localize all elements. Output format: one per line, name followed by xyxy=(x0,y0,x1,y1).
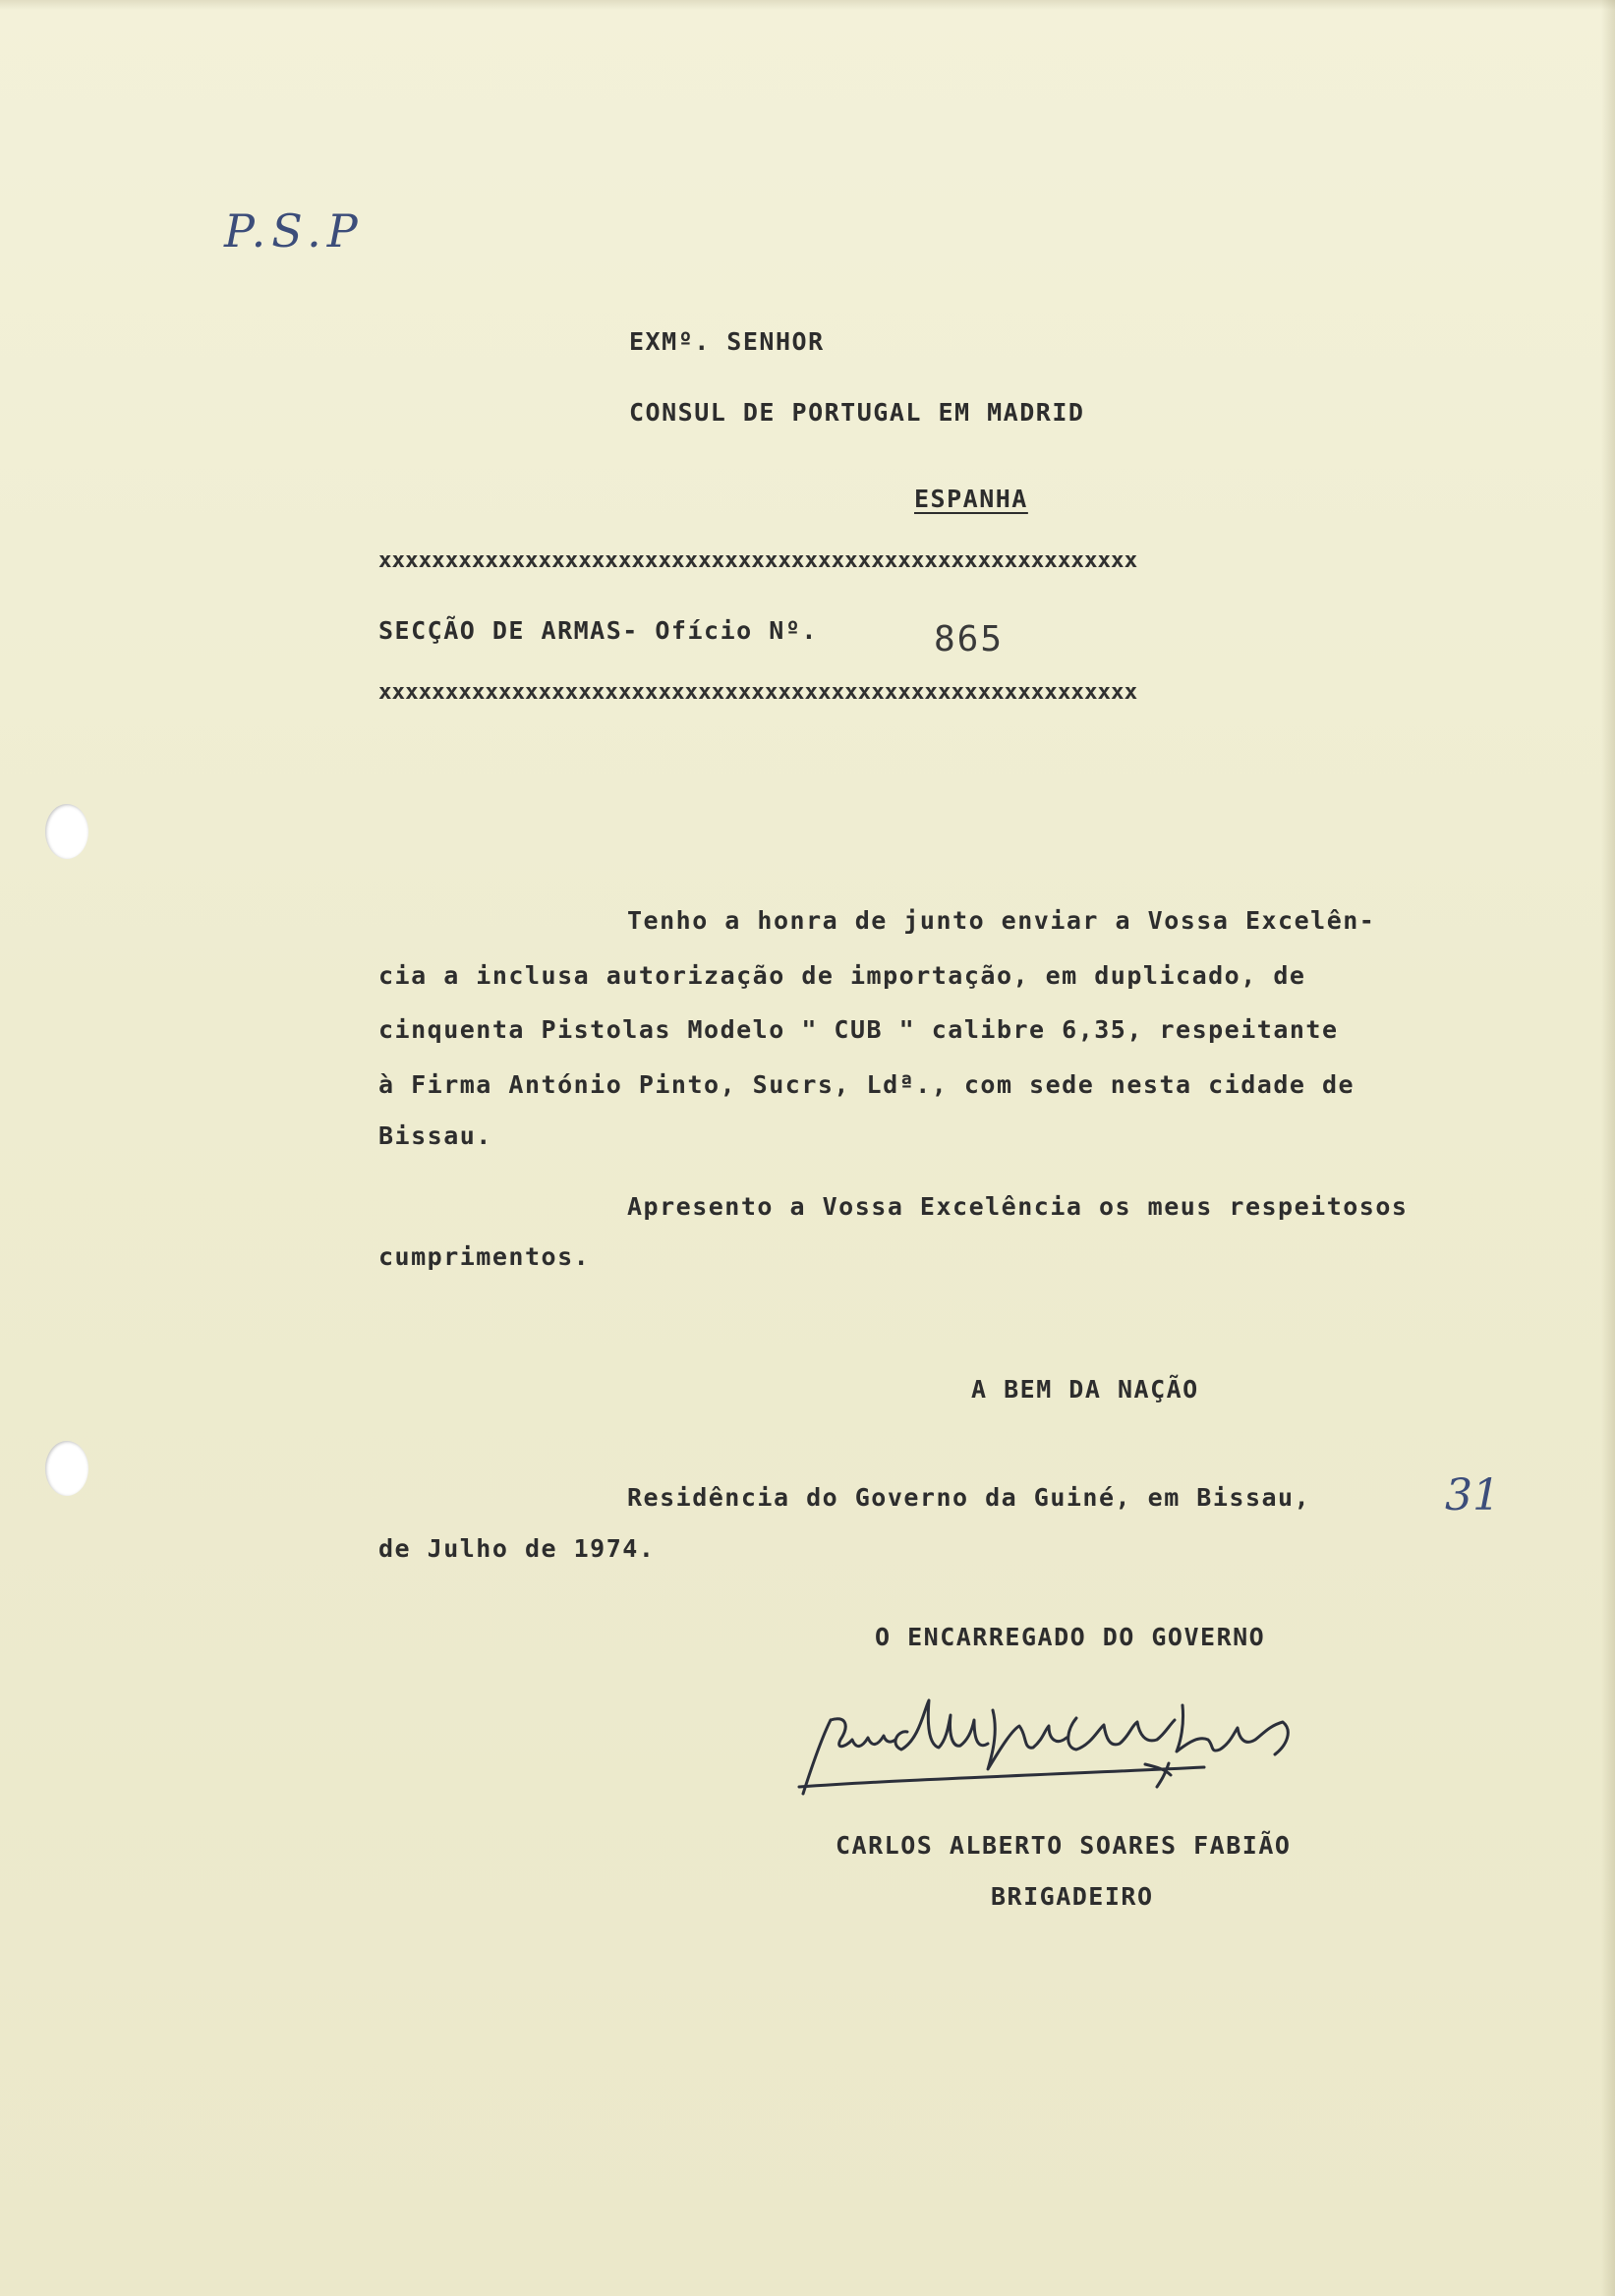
motto: A BEM DA NAÇÃO xyxy=(971,1375,1199,1404)
separator-top: xxxxxxxxxxxxxxxxxxxxxxxxxxxxxxxxxxxxxxxxxxxxxxxxxxxxxxxxx xyxy=(378,547,1138,573)
handwritten-annotation: P.S.P xyxy=(224,204,364,258)
body-line: Tenho a honra de junto enviar a Vossa Excelên- xyxy=(627,906,1376,935)
punch-hole-lower xyxy=(45,1441,88,1496)
paper-edge-right xyxy=(1601,0,1615,2296)
salutation: EXMº. SENHOR xyxy=(629,327,825,356)
office-number: 865 xyxy=(934,619,1005,660)
office-reference-label: SECÇÃO DE ARMAS- Ofício Nº. xyxy=(378,616,818,645)
signatory-name: CARLOS ALBERTO SOARES FABIÃO xyxy=(836,1831,1292,1860)
body-line: Bissau. xyxy=(378,1121,492,1150)
body-line: cumprimentos. xyxy=(378,1242,591,1271)
date-line: de Julho de 1974. xyxy=(378,1534,656,1563)
punch-hole-upper xyxy=(45,804,88,859)
body-line: à Firma António Pinto, Sucrs, Ldª., com sede nesta cidade de xyxy=(378,1070,1355,1099)
recipient: CONSUL DE PORTUGAL EM MADRID xyxy=(629,398,1085,427)
handwritten-day: 31 xyxy=(1445,1470,1500,1521)
separator-bottom: xxxxxxxxxxxxxxxxxxxxxxxxxxxxxxxxxxxxxxxxxxxxxxxxxxxxxxxxx xyxy=(378,679,1138,705)
recipient-country: ESPANHA xyxy=(914,485,1028,513)
body-line: cinquenta Pistolas Modelo " CUB " calibre 6,35, respeitante xyxy=(378,1015,1339,1044)
body-line: Apresento a Vossa Excelência os meus respeitosos xyxy=(627,1192,1409,1221)
handwritten-signature xyxy=(791,1671,1342,1808)
signatory-rank: BRIGADEIRO xyxy=(991,1882,1154,1911)
paper-edge-top xyxy=(0,0,1615,10)
signatory-role: O ENCARREGADO DO GOVERNO xyxy=(875,1623,1266,1651)
place-line: Residência do Governo da Guiné, em Bissau, xyxy=(627,1483,1311,1512)
body-line: cia a inclusa autorização de importação, em duplicado, de xyxy=(378,961,1306,990)
